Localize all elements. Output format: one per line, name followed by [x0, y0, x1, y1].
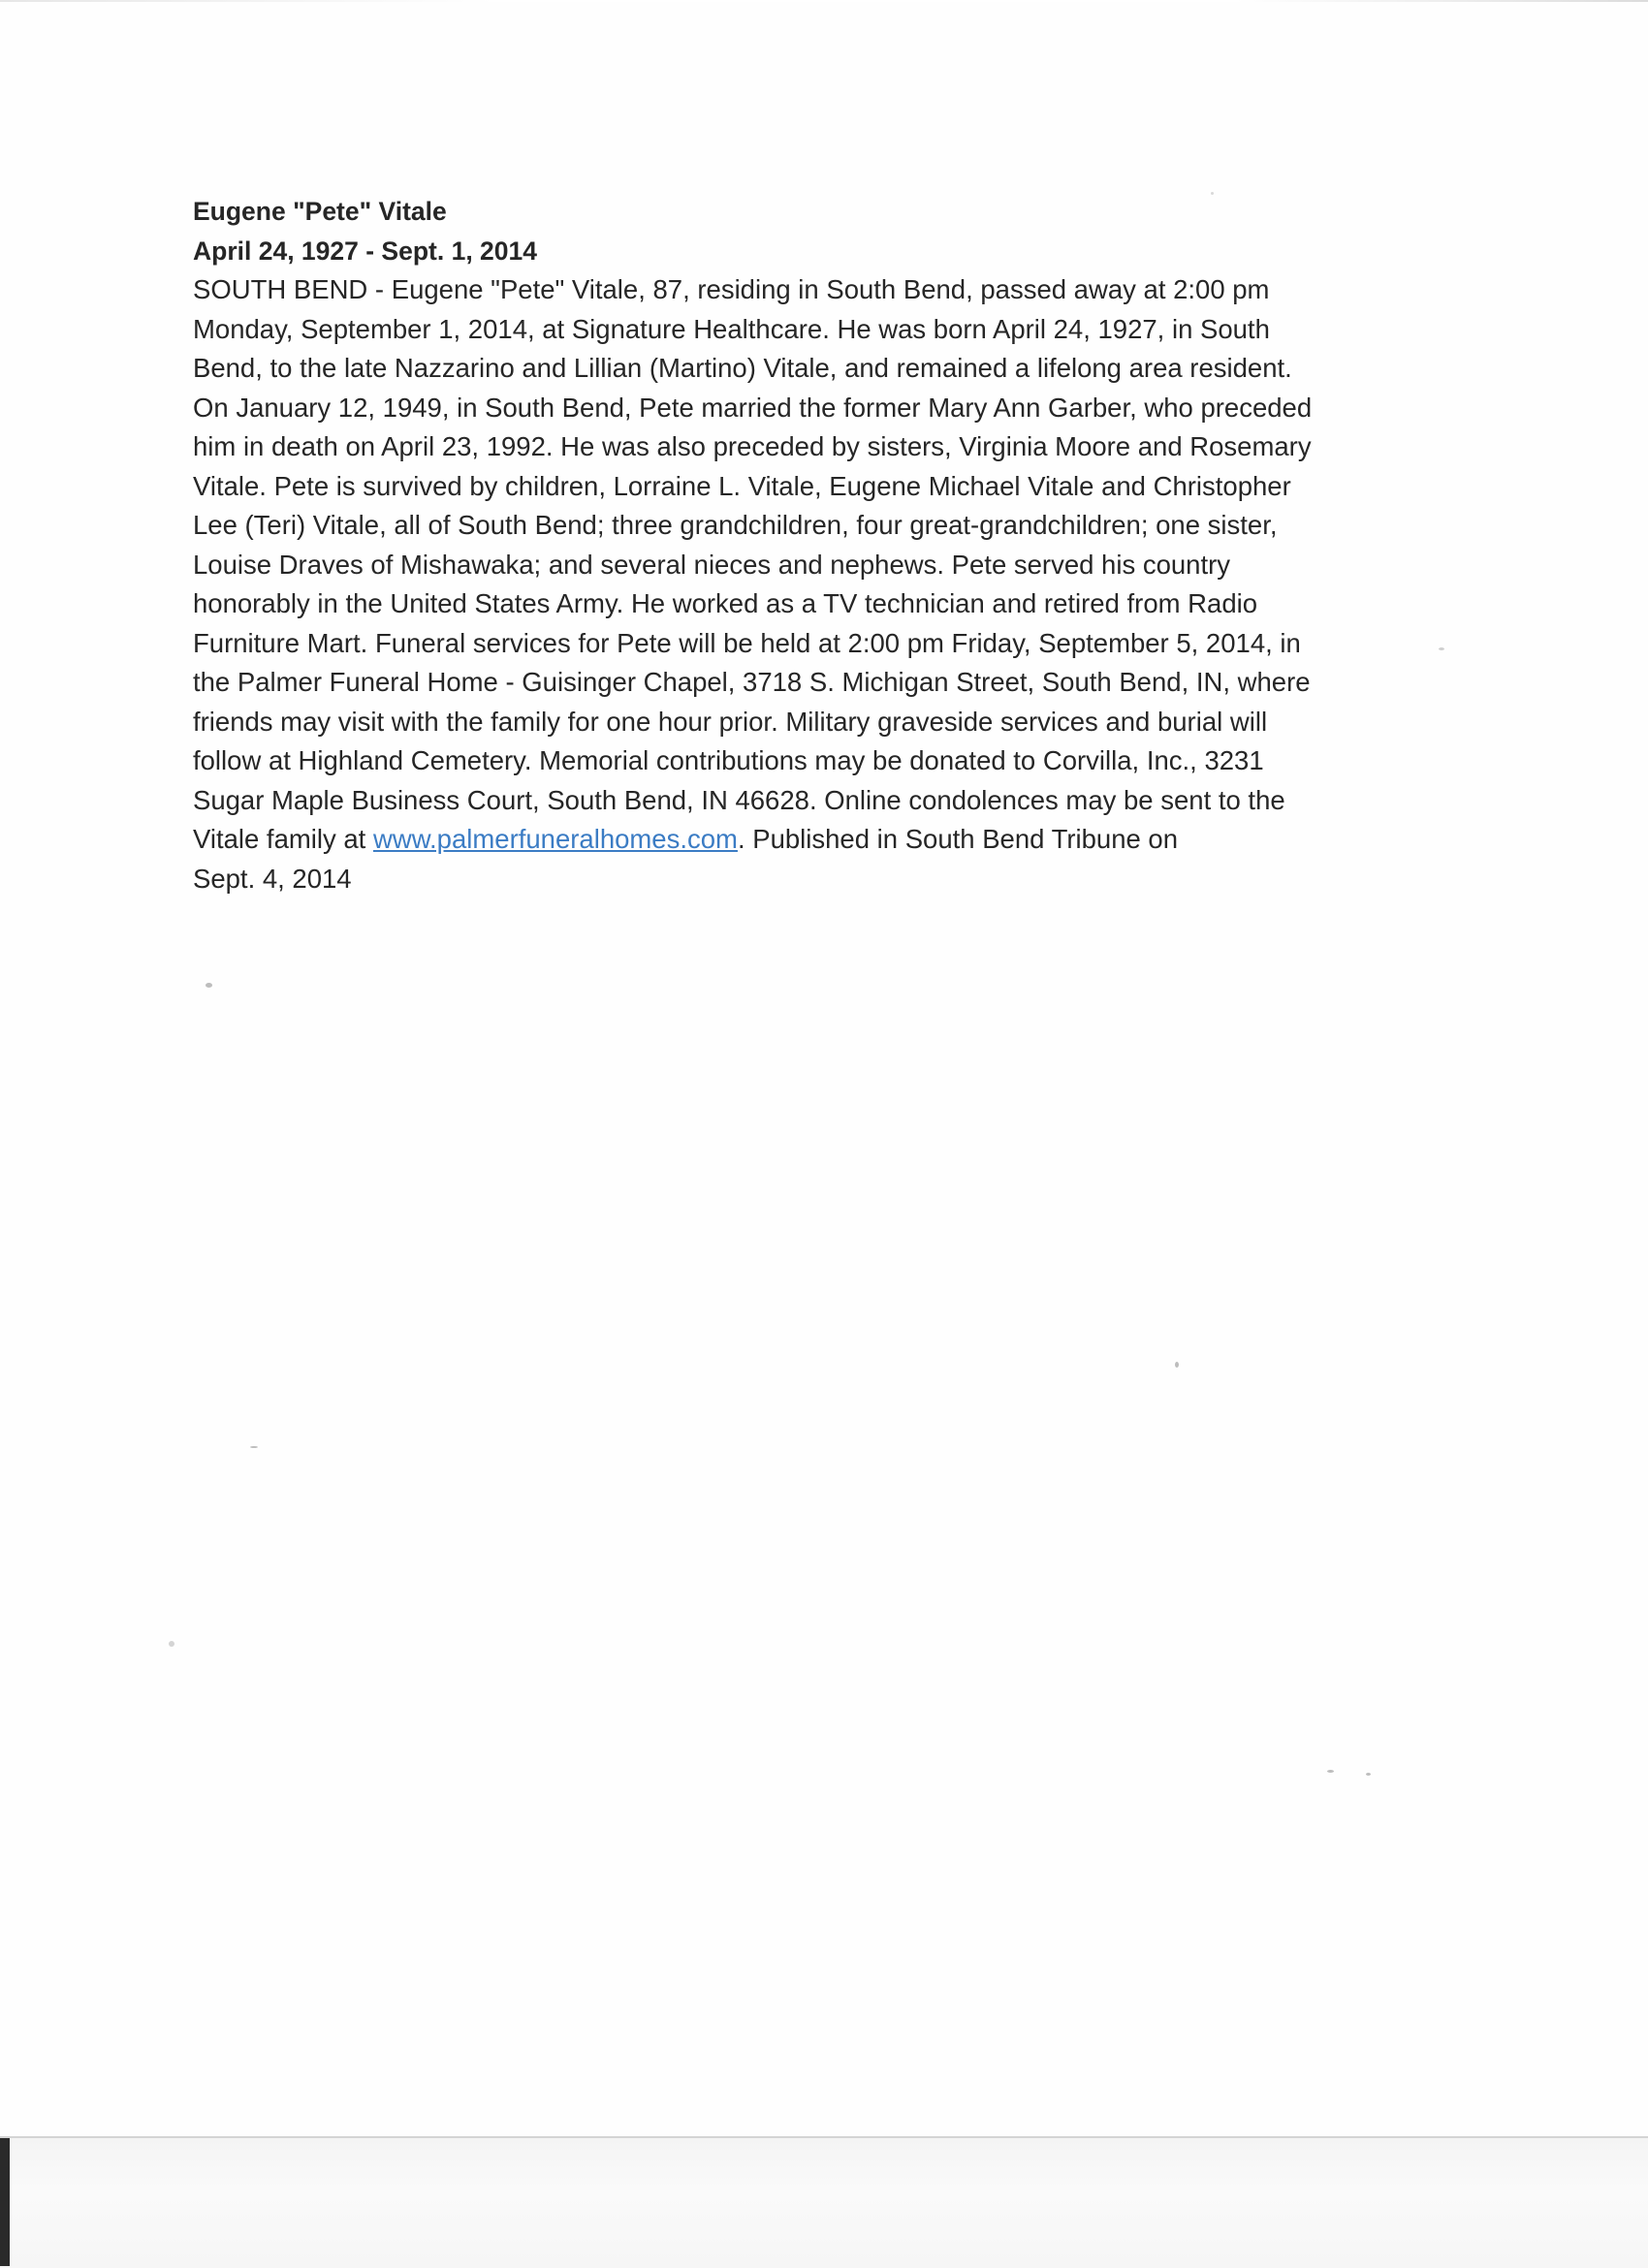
obituary-line: honorably in the United States Army. He worked as a TV technician and retired from Radio: [193, 588, 1258, 618]
scan-left-edge: [0, 2138, 10, 2266]
obituary-body: [193, 270, 1453, 898]
funeral-home-website-link[interactable]: www.palmerfuneralhomes.com: [372, 824, 738, 854]
obituary-line: Louise Draves of Mishawaka; and several nieces and nephews. Pete served his country: [193, 549, 1231, 580]
obituary: [193, 192, 1453, 898]
obituary-link-line: [193, 820, 1453, 860]
obituary-line: SOUTH BEND - Eugene "Pete" Vitale, 87, residing in South Bend, passed away at 2:00 pm: [193, 274, 1270, 304]
scan-speck: [250, 1446, 258, 1448]
link-line-prefix: Vitale family at: [193, 824, 373, 854]
scan-top-edge: [0, 0, 1648, 2]
obituary-line: Sugar Maple Business Court, South Bend, IN 46628. Online condolences may be sent to the: [193, 784, 1285, 815]
obituary-line: follow at Highland Cemetery. Memorial contributions may be donated to Corvilla, Inc., 3231: [193, 745, 1264, 775]
obituary-line: Vitale. Pete is survived by children, Lorraine L. Vitale, Eugene Michael Vitale and Christopher: [193, 470, 1291, 501]
scan-speck: [1327, 1770, 1334, 1773]
obituary-line: Monday, September 1, 2014, at Signature Healthcare. He was born April 24, 1927, in South: [193, 313, 1270, 344]
obituary-line: Bend, to the late Nazzarino and Lillian (Martino) Vitale, and remained a lifelong area resident.: [193, 353, 1292, 383]
obituary-line: Lee (Teri) Vitale, all of South Bend; three grandchildren, four great-grandchildren; one sister,: [193, 510, 1278, 540]
obituary-line: On January 12, 1949, in South Bend, Pete married the former Mary Ann Garber, who preceded: [193, 392, 1313, 423]
scan-speck: [169, 1641, 174, 1647]
obituary-line: the Palmer Funeral Home - Guisinger Chapel, 3718 S. Michigan Street, South Bend, IN, where: [193, 667, 1311, 697]
scan-speck: [206, 983, 212, 988]
obituary-dates: April 24, 1927 - Sept. 1, 2014: [193, 236, 537, 266]
link-line-suffix: . Published in South Bend Tribune on: [737, 824, 1179, 854]
scan-speck: [1175, 1362, 1179, 1368]
scan-speck: [1366, 1773, 1371, 1776]
obituary-line: friends may visit with the family for one hour prior. Military graveside services and burial will: [193, 706, 1268, 737]
obituary-line: him in death on April 23, 1992. He was also preceded by sisters, Virginia Moore and Rosemary: [193, 431, 1312, 461]
obituary-publish-date: Sept. 4, 2014: [193, 863, 352, 894]
obituary-name: Eugene "Pete" Vitale: [193, 197, 447, 226]
scan-bottom-edge: [0, 2136, 1648, 2268]
obituary-line: Furniture Mart. Funeral services for Pete will be held at 2:00 pm Friday, September 5, 2014, in: [193, 627, 1301, 658]
